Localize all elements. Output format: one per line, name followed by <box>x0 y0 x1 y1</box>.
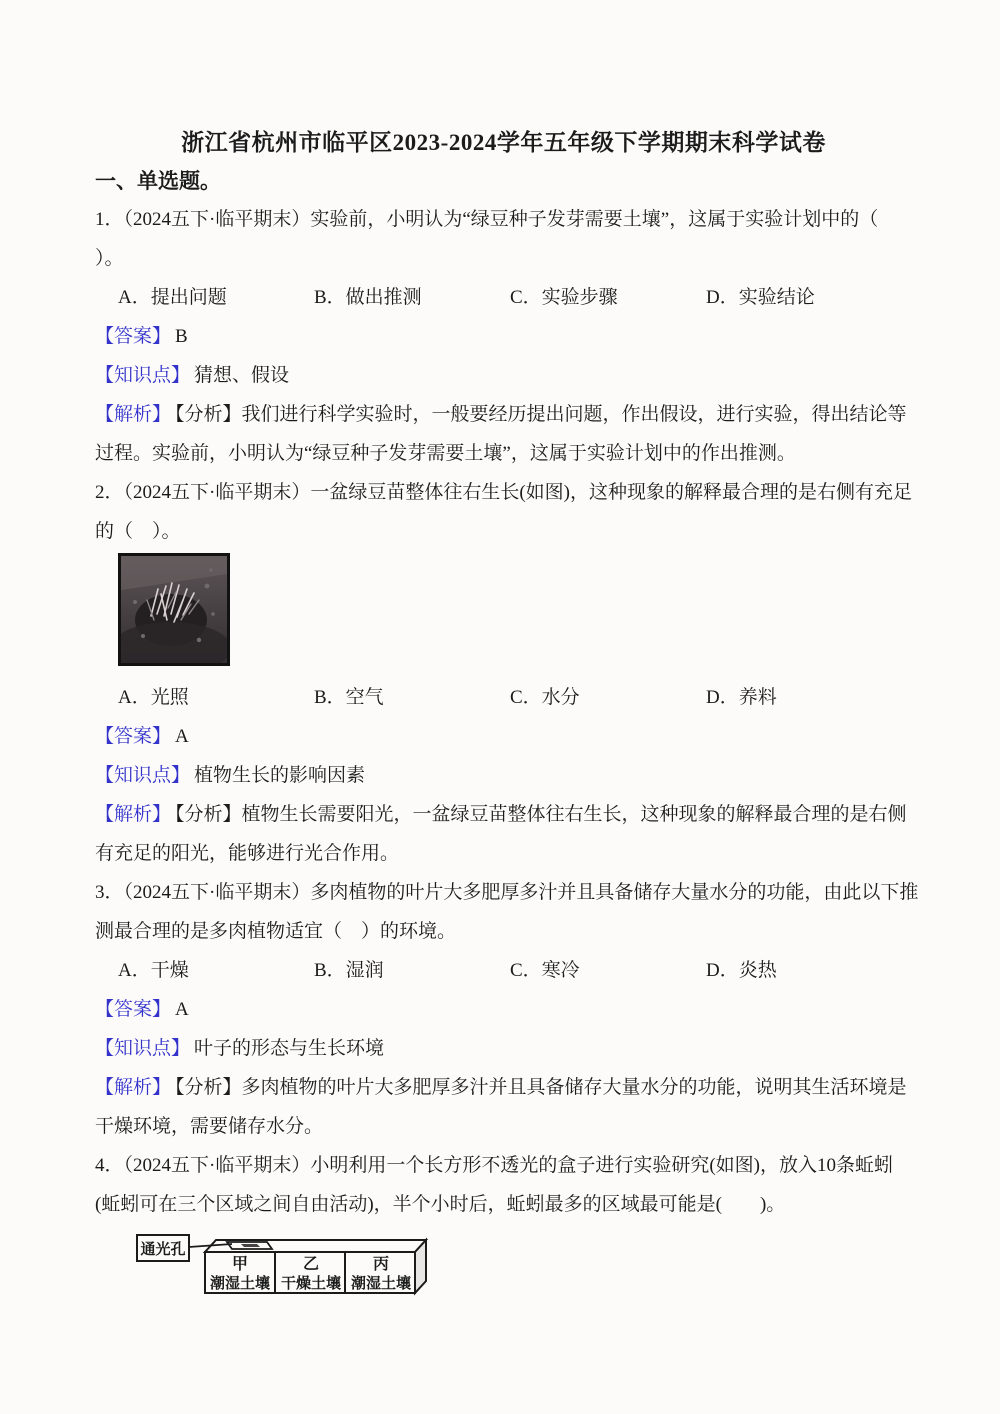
question-3-knowledge-value: 叶子的形态与生长环境 <box>194 1038 385 1059</box>
question-3-option-d: D．炎热 <box>706 960 777 981</box>
question-1-option-c: C．实验步骤 <box>510 287 618 308</box>
question-1-answer-value: B <box>175 326 188 347</box>
question-2-answer-value: A <box>175 726 189 747</box>
answer-label: 【答案】 <box>95 726 172 747</box>
question-3-stem-line-1 <box>95 873 919 912</box>
knowledge-point-label: 【知识点】 <box>95 1038 191 1059</box>
question-3-answer-value: A <box>175 999 189 1020</box>
question-1-option-d: D．实验结论 <box>706 287 815 308</box>
question-3-option-b: B．湿润 <box>314 960 384 981</box>
question-2-stem-text: （2024五下·临平期末）一盆绿豆苗整体往右生长(如图)，这种现象的解释最合理的是右侧有充足 <box>123 482 912 503</box>
section-heading: 一、单选题。 <box>95 169 221 193</box>
question-2-option-a: A．光照 <box>118 687 189 708</box>
question-2-analysis-line-2: 有充足的阳光，能够进行光合作用。 <box>95 843 400 864</box>
question-1-knowledge-value: 猜想、假设 <box>194 365 290 386</box>
zone-2-soil: 干燥土壤 <box>280 1276 342 1292</box>
question-1-knowledge-row <box>95 356 912 395</box>
question-4-stem-line-1 <box>95 1146 912 1185</box>
question-2-stem-line-2: 的（ ）。 <box>95 521 181 542</box>
question-1-options <box>95 278 912 317</box>
question-3-knowledge-row <box>95 1029 912 1068</box>
question-1-stem-text: （2024五下·临平期末）实验前，小明认为“绿豆种子发芽需要土壤”，这属于实验计划中的（ <box>123 209 879 230</box>
analysis-label: 【解析】 <box>95 1077 172 1098</box>
answer-label: 【答案】 <box>95 326 172 347</box>
question-1-option-a: A．提出问题 <box>118 287 227 308</box>
exam-title: 浙江省杭州市临平区2023-2024学年五年级下学期期末科学试卷 <box>181 130 826 155</box>
question-1-analysis-line-1 <box>95 395 912 434</box>
question-2-option-d: D．养料 <box>706 687 777 708</box>
question-3-stem-text: （2024五下·临平期末）多肉植物的叶片大多肥厚多汁并且具备储存大量水分的功能，由此以下推 <box>123 882 919 903</box>
question-2-analysis-text-1: 【分析】植物生长需要阳光，一盆绿豆苗整体往右生长，这种现象的解释最合理的是右侧 <box>175 804 907 825</box>
question-4-stem-line-2: (蚯蚓可在三个区域之间自由活动)，半个小时后，蚯蚓最多的区域最可能是( )。 <box>95 1194 786 1215</box>
question-3-analysis-line-1 <box>95 1068 912 1107</box>
zone-1-name: 甲 <box>231 1256 249 1273</box>
zone-3-soil: 潮湿土壤 <box>350 1276 412 1292</box>
zone-2-name: 乙 <box>302 1256 320 1273</box>
bean-sprouts-photo-art <box>121 556 227 663</box>
question-1-option-b: B．做出推测 <box>314 287 422 308</box>
question-3-option-a: A．干燥 <box>118 960 189 981</box>
zone-1-soil: 潮湿土壤 <box>209 1276 271 1292</box>
question-3-stem-line-2: 测最合理的是多肉植物适宜（ ）的环境。 <box>95 921 457 942</box>
question-1-analysis-text-1: 【分析】我们进行科学实验时，一般要经历提出问题，作出假设，进行实验，得出结论等 <box>175 404 907 425</box>
question-3-analysis-text-1: 【分析】多肉植物的叶片大多肥厚多汁并且具备储存大量水分的功能，说明其生活环境是 <box>175 1077 907 1098</box>
question-3-answer-row <box>95 990 912 1029</box>
knowledge-point-label: 【知识点】 <box>95 365 191 386</box>
question-1-answer-row <box>95 317 912 356</box>
question-2-option-c: C．水分 <box>510 687 580 708</box>
knowledge-point-label: 【知识点】 <box>95 765 191 786</box>
question-2-answer-row <box>95 717 912 756</box>
question-3-option-c: C．寒冷 <box>510 960 580 981</box>
question-1-analysis-line-2: 过程。实验前，小明认为“绿豆种子发芽需要土壤”，这属于实验计划中的作出推测。 <box>95 443 796 464</box>
bean-sprouts-photo <box>118 553 230 666</box>
earthworm-box-diagram <box>115 1230 455 1310</box>
zone-3-name: 丙 <box>372 1256 390 1273</box>
answer-label: 【答案】 <box>95 999 172 1020</box>
question-4-stem-text: （2024五下·临平期末）小明利用一个长方形不透光的盒子进行实验研究(如图)，放入10条蚯蚓 <box>123 1155 893 1176</box>
question-3-options <box>95 951 912 990</box>
question-1-stem-line-2: ）。 <box>95 248 124 269</box>
light-hole-opening <box>241 1244 260 1247</box>
question-2-option-b: B．空气 <box>314 687 384 708</box>
light-hole-label: 通光孔 <box>140 1242 186 1258</box>
analysis-label: 【解析】 <box>95 404 172 425</box>
question-2-knowledge-row <box>95 756 912 795</box>
question-2-stem-line-1 <box>95 473 912 512</box>
question-2-number: 2． <box>95 482 124 503</box>
question-3-number: 3． <box>95 882 124 903</box>
question-2-options <box>95 678 912 717</box>
question-2-knowledge-value: 植物生长的影响因素 <box>194 765 366 786</box>
question-1-stem-line-1 <box>95 200 912 239</box>
question-3-analysis-line-2: 干燥环境，需要储存水分。 <box>95 1116 324 1137</box>
question-4-number: 4． <box>95 1155 124 1176</box>
question-1-number: 1． <box>95 209 124 230</box>
question-2-analysis-line-1 <box>95 795 912 834</box>
analysis-label: 【解析】 <box>95 804 172 825</box>
